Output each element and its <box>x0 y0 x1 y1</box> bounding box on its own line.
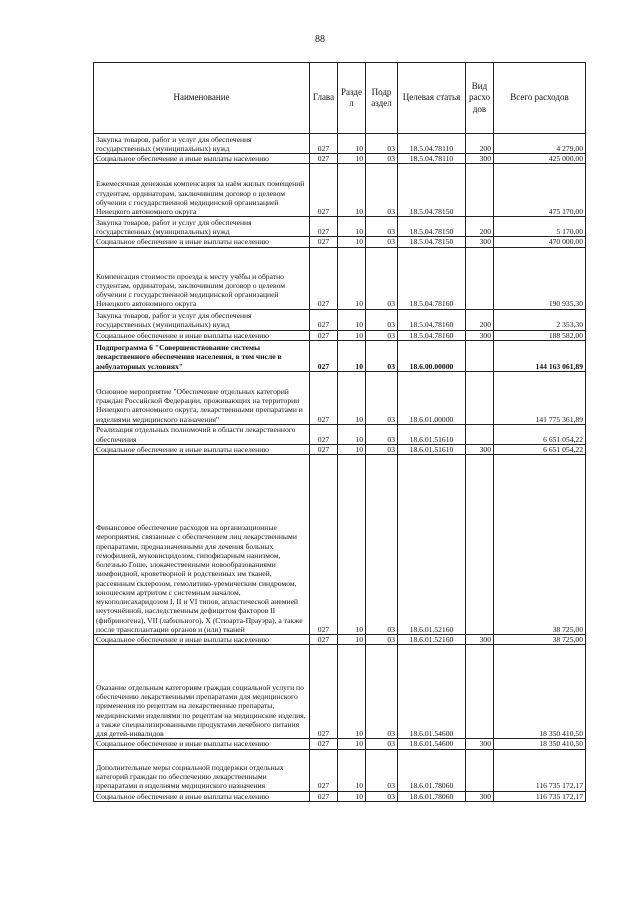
cell-name: Реализация отдельных полномочий в области лекарственного обеспечения <box>94 424 310 444</box>
cell-chapter: 027 <box>310 340 338 371</box>
cell-name: Социальное обеспечение и иные выплаты населению <box>94 154 310 164</box>
table-row <box>94 217 586 237</box>
cell-section: 10 <box>338 424 366 444</box>
table-row <box>94 791 586 801</box>
cell-target: 18.6.01.51610 <box>398 424 466 444</box>
table-row <box>94 749 586 791</box>
cell-target: 18.5.04.78160 <box>398 309 466 330</box>
cell-target: 18.5.04.78160 <box>398 247 466 309</box>
table-row <box>94 455 586 635</box>
cell-total: 188 582,00 <box>494 330 586 340</box>
cell-chapter: 027 <box>310 247 338 309</box>
table-row <box>94 164 586 217</box>
cell-name: Основное мероприятие "Обеспечение отдельных категорий граждан Российской Федерации, проживающих на территории Ненецкого автономного округа, лекарственными препаратами и изделиями медицинского назначения" <box>94 371 310 424</box>
cell-target: 18.5.04.78160 <box>398 330 466 340</box>
cell-chapter: 027 <box>310 330 338 340</box>
cell-name: Финансовое обеспечение расходов на организационные мероприятия, связанные с обеспечением лиц лекарственными препаратами, предназначенными для лечения больных гемофилией, муковисцидозом, гипофизарным нанизмом, болезнью Гоше, злокачественными новообразованиями лимфоидной, кроветворной и родственных им тканей, рассеянным склерозом, гемолитико-уремическим синдромом, юношеским артритом с системным началом, мукополисахаридозом I, II и VI типов, апластической анемией неуточнённой, наследственным дефицитом факторов II (фибриногена), VII (лабильного), X (Стюарта-Прауэра), а также после трансплантации органов и (или) тканей <box>94 455 310 635</box>
cell-total: 475 170,00 <box>494 164 586 217</box>
header-target: Целевая статья <box>398 63 466 134</box>
cell-chapter: 027 <box>310 739 338 749</box>
cell-subsection: 03 <box>366 791 398 801</box>
cell-total: 38 725,00 <box>494 635 586 645</box>
cell-name: Социальное обеспечение и иные выплаты населению <box>94 739 310 749</box>
cell-chapter: 027 <box>310 455 338 635</box>
cell-subsection: 03 <box>366 134 398 154</box>
cell-subsection: 03 <box>366 444 398 454</box>
cell-total: 470 000,00 <box>494 237 586 247</box>
cell-name: Ежемесячная денежная компенсация за наём жилых помещений студентам, ординаторам, заключившим договор о целевом обучении с государственной медицинской организацией Ненецкого автономного округа <box>94 164 310 217</box>
cell-chapter: 027 <box>310 371 338 424</box>
cell-type <box>466 164 494 217</box>
cell-type <box>466 424 494 444</box>
cell-target: 18.5.04.78110 <box>398 134 466 154</box>
cell-target: 18.5.04.78150 <box>398 217 466 237</box>
cell-subsection: 03 <box>366 455 398 635</box>
cell-section: 10 <box>338 217 366 237</box>
header-total: Всего расходов <box>494 63 586 134</box>
cell-chapter: 027 <box>310 154 338 164</box>
table-row <box>94 134 586 154</box>
table-row <box>94 330 586 340</box>
cell-name: Социальное обеспечение и иные выплаты населению <box>94 237 310 247</box>
cell-subsection: 03 <box>366 154 398 164</box>
cell-type <box>466 340 494 371</box>
cell-section: 10 <box>338 237 366 247</box>
cell-type: 300 <box>466 791 494 801</box>
cell-target: 18.5.04.78110 <box>398 154 466 164</box>
cell-name: Социальное обеспечение и иные выплаты населению <box>94 444 310 454</box>
cell-name: Подпрограмма 6 "Совершенствование системы лекарственного обеспечения населения, в том числе в амбулаторных условиях" <box>94 340 310 371</box>
cell-type: 200 <box>466 217 494 237</box>
cell-section: 10 <box>338 444 366 454</box>
cell-section: 10 <box>338 739 366 749</box>
cell-target: 18.6.01.78060 <box>398 749 466 791</box>
cell-section: 10 <box>338 309 366 330</box>
cell-target: 18.6.01.52160 <box>398 635 466 645</box>
cell-name: Социальное обеспечение и иные выплаты населению <box>94 330 310 340</box>
cell-name: Дополнительные меры социальной поддержки отдельных категорий граждан по обеспечению лекарственными препаратами и изделиями медицинского назначения <box>94 749 310 791</box>
cell-section: 10 <box>338 247 366 309</box>
cell-subsection: 03 <box>366 164 398 217</box>
cell-subsection: 03 <box>366 645 398 739</box>
cell-total: 116 735 172,17 <box>494 791 586 801</box>
cell-type: 300 <box>466 739 494 749</box>
cell-type: 200 <box>466 134 494 154</box>
cell-total: 2 353,30 <box>494 309 586 330</box>
cell-section: 10 <box>338 455 366 635</box>
cell-type: 200 <box>466 309 494 330</box>
cell-chapter: 027 <box>310 237 338 247</box>
cell-total: 141 775 361,89 <box>494 371 586 424</box>
cell-name: Социальное обеспечение и иные выплаты населению <box>94 791 310 801</box>
cell-target: 18.6.00.00000 <box>398 340 466 371</box>
cell-target: 18.6.01.78060 <box>398 791 466 801</box>
cell-total: 6 651 054,22 <box>494 424 586 444</box>
cell-type <box>466 371 494 424</box>
cell-target: 18.6.01.54600 <box>398 739 466 749</box>
cell-chapter: 027 <box>310 134 338 154</box>
cell-name: Закупка товаров, работ и услуг для обеспечения государственных (муниципальных) нужд <box>94 309 310 330</box>
header-subsection: Подр аздел <box>366 63 398 134</box>
cell-subsection: 03 <box>366 247 398 309</box>
cell-type: 300 <box>466 330 494 340</box>
cell-total: 116 735 172,17 <box>494 749 586 791</box>
cell-subsection: 03 <box>366 749 398 791</box>
header-type: Вид расхо дов <box>466 63 494 134</box>
cell-type: 300 <box>466 237 494 247</box>
header-chapter: Глава <box>310 63 338 134</box>
cell-target: 18.6.01.00000 <box>398 371 466 424</box>
cell-total: 18 350 410,50 <box>494 739 586 749</box>
cell-name: Компенсация стоимости проезда к месту учёбы и обратно студентам, ординаторам, заключившим договор о целевом обучении с государственной медицинской организацией Ненецкого автономного округа <box>94 247 310 309</box>
cell-target: 18.5.04.78150 <box>398 237 466 247</box>
cell-target: 18.6.01.51610 <box>398 444 466 454</box>
cell-name: Социальное обеспечение и иные выплаты населению <box>94 635 310 645</box>
cell-chapter: 027 <box>310 217 338 237</box>
cell-total: 190 935,30 <box>494 247 586 309</box>
cell-type: 300 <box>466 154 494 164</box>
table-row <box>94 247 586 309</box>
cell-chapter: 027 <box>310 444 338 454</box>
table-row <box>94 371 586 424</box>
cell-subsection: 03 <box>366 330 398 340</box>
table-header <box>94 63 586 134</box>
cell-subsection: 03 <box>366 309 398 330</box>
table-row <box>94 635 586 645</box>
cell-subsection: 03 <box>366 217 398 237</box>
table-row <box>94 645 586 739</box>
cell-chapter: 027 <box>310 749 338 791</box>
cell-section: 10 <box>338 791 366 801</box>
cell-chapter: 027 <box>310 635 338 645</box>
cell-section: 10 <box>338 134 366 154</box>
cell-chapter: 027 <box>310 164 338 217</box>
cell-chapter: 027 <box>310 791 338 801</box>
cell-name: Закупка товаров, работ и услуг для обеспечения государственных (муниципальных) нужд <box>94 134 310 154</box>
cell-total: 18 350 410,50 <box>494 645 586 739</box>
cell-subsection: 03 <box>366 635 398 645</box>
page-number: 88 <box>315 34 325 45</box>
cell-total: 4 279,00 <box>494 134 586 154</box>
cell-total: 5 170,00 <box>494 217 586 237</box>
cell-total: 425 000,00 <box>494 154 586 164</box>
cell-total: 6 651 054,22 <box>494 444 586 454</box>
cell-type: 300 <box>466 444 494 454</box>
cell-type <box>466 645 494 739</box>
cell-section: 10 <box>338 340 366 371</box>
cell-section: 10 <box>338 154 366 164</box>
header-section: Разде л <box>338 63 366 134</box>
cell-total: 38 725,00 <box>494 455 586 635</box>
table-body <box>94 134 586 802</box>
cell-subsection: 03 <box>366 371 398 424</box>
cell-name: Оказание отдельным категориям граждан социальной услуги по обеспечению лекарственными препаратами для медицинского применения по рецептам на лекарственные препараты, медицинскими изделиями по рецептам на медицинские изделия, а также специализированными продуктами лечебного питания для детей-инвалидов <box>94 645 310 739</box>
header-name: Наименование <box>94 63 310 134</box>
table-row <box>94 309 586 330</box>
cell-section: 10 <box>338 635 366 645</box>
cell-chapter: 027 <box>310 309 338 330</box>
table-row <box>94 154 586 164</box>
cell-chapter: 027 <box>310 424 338 444</box>
table-row <box>94 340 586 371</box>
cell-section: 10 <box>338 645 366 739</box>
table-row <box>94 444 586 454</box>
cell-target: 18.5.04.78150 <box>398 164 466 217</box>
cell-subsection: 03 <box>366 237 398 247</box>
cell-type <box>466 455 494 635</box>
cell-section: 10 <box>338 164 366 217</box>
table-row <box>94 237 586 247</box>
cell-subsection: 03 <box>366 739 398 749</box>
cell-section: 10 <box>338 330 366 340</box>
table-row <box>94 739 586 749</box>
cell-subsection: 03 <box>366 424 398 444</box>
cell-chapter: 027 <box>310 645 338 739</box>
cell-type <box>466 247 494 309</box>
cell-target: 18.6.01.54600 <box>398 645 466 739</box>
cell-section: 10 <box>338 371 366 424</box>
table-row <box>94 424 586 444</box>
cell-name: Закупка товаров, работ и услуг для обеспечения государственных (муниципальных) нужд <box>94 217 310 237</box>
cell-section: 10 <box>338 749 366 791</box>
cell-type: 300 <box>466 635 494 645</box>
budget-table <box>93 62 586 802</box>
cell-target: 18.6.01.52160 <box>398 455 466 635</box>
cell-type <box>466 749 494 791</box>
cell-subsection: 03 <box>366 340 398 371</box>
cell-total: 144 163 061,89 <box>494 340 586 371</box>
